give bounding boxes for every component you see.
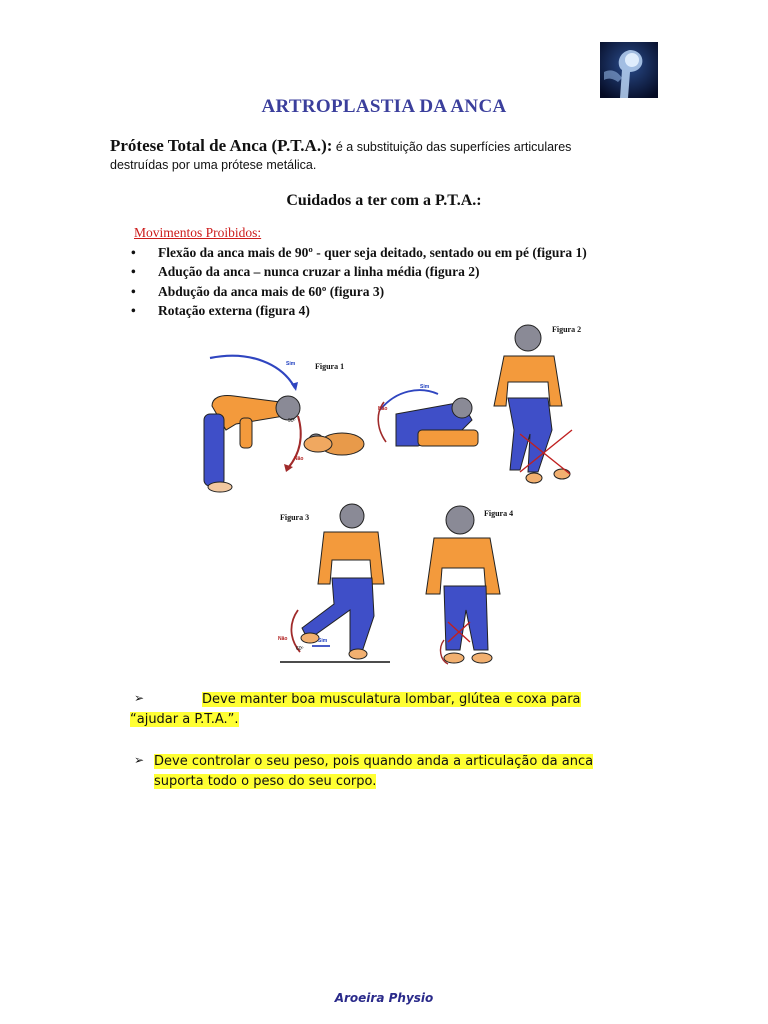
figure-1-deg: 90º bbox=[288, 418, 296, 424]
note-1-line-1: Deve manter boa musculatura lombar, glútea e coxa para bbox=[202, 692, 581, 707]
page-title: ARTROPLASTIA DA ANCA bbox=[261, 96, 507, 117]
bullet-icon: • bbox=[131, 302, 136, 318]
figure-3-label: Figura 3 bbox=[280, 513, 310, 522]
bullet-icon: • bbox=[131, 283, 136, 299]
figure-4 bbox=[420, 500, 518, 668]
list-item: • Abdução da anca mais de 60º (figura 3) bbox=[131, 282, 587, 301]
note-2-line-1: Deve controlar o seu peso, pois quando anda a articulação da anca bbox=[154, 754, 594, 769]
intro-lead: Prótese Total de Anca (P.T.A.): bbox=[110, 136, 333, 155]
intro-desc-line1: é a substituição das superfícies articulares bbox=[332, 140, 572, 154]
figure-4-label: Figura 4 bbox=[484, 509, 514, 518]
figure-3-drawing bbox=[278, 500, 390, 668]
prohibited-list bbox=[131, 243, 587, 320]
figure-2-label: Figura 2 bbox=[552, 325, 582, 334]
svg-text:Sim: Sim bbox=[420, 384, 430, 390]
figure-1-sim: Sim bbox=[286, 361, 296, 367]
figure-1-label: Figura 1 bbox=[315, 362, 345, 371]
hip-xray-image bbox=[600, 42, 658, 98]
figure-1 bbox=[200, 350, 490, 496]
svg-text:Não: Não bbox=[378, 406, 388, 412]
list-item: • Adução da anca – nunca cruzar a linha média (figura 2) bbox=[131, 262, 587, 281]
prohibited-heading: Movimentos Proibidos: bbox=[134, 225, 262, 240]
figure-1-drawing bbox=[200, 350, 490, 496]
figure-3-deg: 60º bbox=[296, 646, 304, 652]
intro-desc-line2: destruídas por uma prótese metálica. bbox=[110, 158, 317, 172]
bullet-icon: • bbox=[131, 264, 136, 280]
figure-1-nao: Não bbox=[294, 456, 304, 462]
figure-2 bbox=[490, 322, 590, 496]
figure-3 bbox=[278, 500, 390, 668]
list-item: • Rotação externa (figura 4) bbox=[131, 301, 587, 320]
arrow-bullet-icon: ➢ bbox=[134, 753, 145, 767]
figure-3-nao: Não bbox=[278, 636, 288, 642]
footer-brand: Aroeira Physio bbox=[334, 991, 434, 1005]
figure-4-drawing bbox=[420, 500, 518, 668]
figure-2-drawing bbox=[490, 322, 590, 496]
bullet-icon: • bbox=[131, 245, 136, 260]
figure-3-sim: Sim bbox=[318, 638, 328, 644]
note-2-line-2: suporta todo o peso do seu corpo. bbox=[154, 774, 377, 789]
note-1-line-2: “ajudar a P.T.A.”. bbox=[130, 712, 239, 727]
list-item: • Flexão da anca mais de 90º - quer seja deitado, sentado ou em pé (figura 1) bbox=[131, 243, 587, 262]
section-subtitle: Cuidados a ter com a P.T.A.: bbox=[286, 192, 482, 209]
intro-paragraph bbox=[110, 137, 670, 174]
arrow-bullet-icon: ➢ bbox=[134, 691, 145, 705]
